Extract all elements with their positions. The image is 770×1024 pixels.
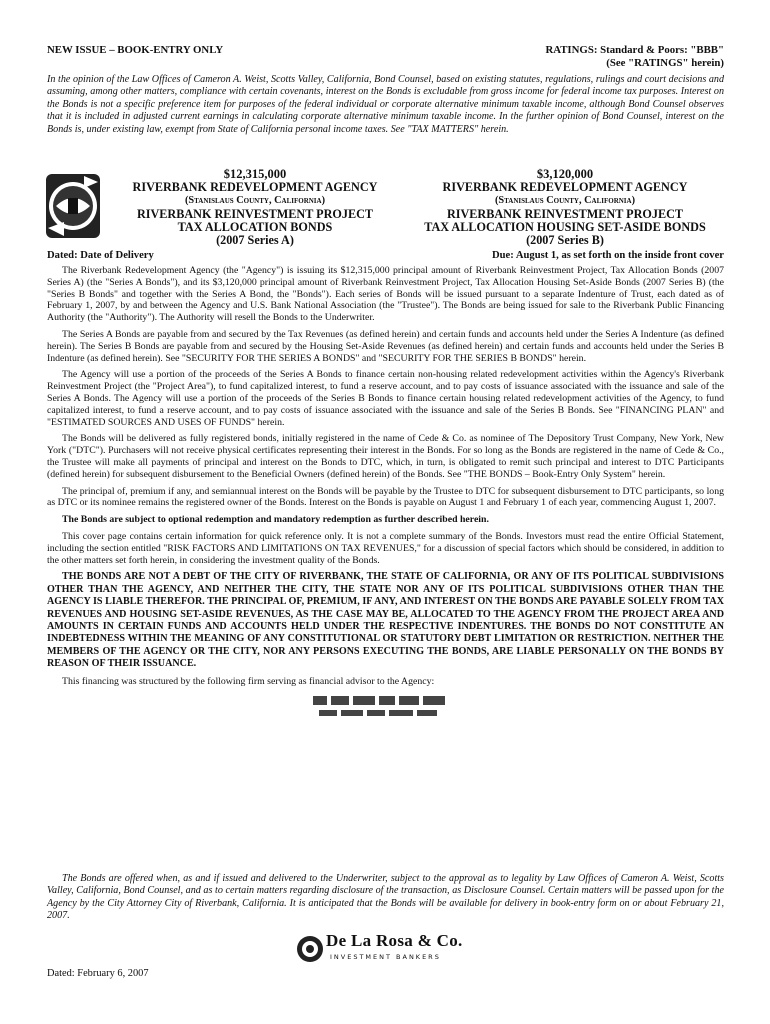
- series-a-amount: $12,315,000: [223, 167, 287, 181]
- closing-paragraph: The Bonds are offered when, as and if issued and delivered to the Underwriter, subject to the approval as to legality by Law Offices of Cameron A. Weist, Scotts Valley, California, Bond Counsel, and as to certain matters regarding disclosure of the transaction, as Disclosure Counsel. Certain matters will be passed upon for the Agency by the City Attorney City of Riverbank, California. It is anticipated that the Bonds will be available for delivery in book-entry form on or about February 21, 2007.: [47, 873, 724, 922]
- cover-notice: This cover page contains certain information for quick reference only. It is not a complete summary of the Bonds. Investors must read the entire Official Statement, including the section entitled "RISK FACTORS AND LIMITATIONS ON TAX REVENUES," for a discussion of special factors which should be considered, in addition to the other matters set forth herein, in considering the investment quality of the Bonds.: [47, 530, 724, 566]
- series-b-agency: RIVERBANK REDEVELOPMENT AGENCY: [442, 180, 688, 195]
- paragraph-security: The Series A Bonds are payable from and secured by the Tax Revenues (as defined herein) and certain funds and accounts held under the Series A Indenture (as defined herein). The Series B Bonds are payable from and secured by the Housing Set-Aside Revenues (as defined herein) and certain funds and accounts held under the Series B Indenture (as defined herein). See "SECURITY FOR THE SERIES A BONDS" and "SECURITY FOR THE SERIES B BONDS" herein.: [47, 328, 724, 364]
- series-b-series: (2007 Series B): [526, 233, 604, 248]
- issue-label: NEW ISSUE – BOOK-ENTRY ONLY: [47, 44, 224, 56]
- ratings-line1: RATINGS: Standard & Poors: "BBB": [545, 44, 724, 56]
- footer-date: Dated: February 6, 2007: [47, 968, 149, 979]
- dated-due-line: [47, 250, 724, 261]
- financial-advisor-logo: [47, 692, 724, 724]
- series-a-block: [110, 168, 400, 247]
- ratings-line2: (See "RATINGS" herein): [606, 57, 724, 69]
- dated-label: Dated: Date of Delivery: [47, 250, 154, 261]
- series-b-amount: $3,120,000: [536, 167, 594, 181]
- series-a-project: RIVERBANK REINVESTMENT PROJECT: [136, 206, 374, 221]
- series-a-county: (Stanislaus County, California): [184, 195, 326, 207]
- series-b-block: [405, 168, 725, 247]
- series-b-bonds: TAX ALLOCATION HOUSING SET-ASIDE BONDS: [424, 219, 706, 234]
- advisor-intro: This financing was structured by the following firm serving as financial advisor to the Agency:: [62, 675, 435, 687]
- series-b-county: (Stanislaus County, California): [494, 195, 636, 207]
- cover-body: [47, 265, 724, 724]
- underwriter-name: De La Rosa & Co.: [326, 931, 463, 950]
- series-b-project: RIVERBANK REINVESTMENT PROJECT: [446, 206, 684, 221]
- paragraph-use-of-proceeds: The Agency will use a portion of the proceeds of the Series A Bonds to finance certain non-housing related redevelopment activities within the Agency's Riverbank Reinvestment Project (the "Project Area"), to fund capitalized interest, to fund a reserve account, and to pay costs of issuance associated with the issuance and sale of the Series A Bonds. The Agency will use a portion of the proceeds of the Series B Bonds to finance certain housing related redevelopment activities of the Agency, to fund capitalized interest, to fund a reserve account, and to pay costs of issuance associated with the issuance and sale of the Series B Bonds. See "FINANCING PLAN" and "ESTIMATED SOURCES AND USES OF FUNDS" herein.: [47, 369, 724, 428]
- paragraph-issuance: The Riverbank Redevelopment Agency (the "Agency") is issuing its $12,315,000 principal amount of Riverbank Reinvestment Project, Tax Allocation Bonds (2007 Series A) (the "Series A Bonds"), and its $3,120,000 principal amount of Riverbank Reinvestment Project, Tax Allocation Housing Set-Aside Bonds (2007 Series B) (the "Series B Bonds" and together with the Series A Bond, the "Bonds"). Each series of Bonds will be issued pursuant to a separate Indenture of Trust, each dated as of February 1, 2007, by and between the Agency and U.S. Bank National Association (the "Trustee"). The Bonds are being issued for sale to the Riverbank Public Financing Authority (the "Authority"). The Authority will resell the Bonds to the Underwriter.: [47, 265, 724, 324]
- bond-counsel-opinion: In the opinion of the Law Offices of Cameron A. Weist, Scotts Valley, California, Bond Counsel, based on existing statutes, regulations, rulings and court decisions and assuming, among other matters, compliance with certain covenants, interest on the Bonds is excludable from gross income for federal income tax purposes. Interest on the Bonds is not a specific preference item for purposes of the federal individual or corporate alternative minimum taxable income, although Bond Counsel observes that it is included in adjusted current earnings in calculating corporate alternative minimum taxable income. In the further opinion of Bond Counsel, interest on the Bonds is, under existing law, exempt from State of California personal income taxes. See "TAX MATTERS" herein.: [47, 74, 724, 135]
- series-a-agency: RIVERBANK REDEVELOPMENT AGENCY: [132, 180, 378, 195]
- ratings: [545, 44, 724, 70]
- limited-obligation-notice: THE BONDS ARE NOT A DEBT OF THE CITY OF RIVERBANK, THE STATE OF CALIFORNIA, OR ANY OF ITS POLITICAL SUBDIVISIONS OTHER THAN THE AGENCY, AND NEITHER THE CITY, THE STATE NOR ANY OF ITS POLITICAL SUBDIVISIONS OTHER THAN THE AGENCY IS LIABLE THEREFOR. THE PRINCIPAL OF, PREMIUM, IF ANY, AND INTEREST ON THE BONDS ARE PAYABLE SOLELY FROM TAX REVENUES AND HOUSING SET-ASIDE REVENUES, AS THE CASE MAY BE, ALLOCATED TO THE AGENCY FROM THE PROJECT AREA AND AMOUNTS IN CERTAIN FUNDS AND ACCOUNTS HELD UNDER THE RESPECTIVE INDENTURES. THE BONDS DO NOT CONSTITUTE AN INDEBTEDNESS WITHIN THE MEANING OF ANY CONSTITUTIONAL OR STATUTORY DEBT LIMITATION OR RESTRICTION. NEITHER THE MEMBERS OF THE AGENCY OR THE CITY, NOR ANY PERSONS EXECUTING THE BONDS, ARE LIABLE PERSONALLY ON THE BONDS BY REASON OF THEIR ISSUANCE.: [47, 571, 724, 670]
- city-seal-icon: [44, 172, 102, 240]
- series-a-bonds: TAX ALLOCATION BONDS: [177, 219, 333, 234]
- series-a-series: (2007 Series A): [216, 233, 294, 248]
- due-label: Due: August 1, as set forth on the inside front cover: [492, 250, 724, 261]
- financial-advisor-logo-icon: [311, 692, 461, 724]
- redemption-notice: The Bonds are subject to optional redemption and mandatory redemption as further described herein.: [62, 514, 489, 526]
- paragraph-payment: The principal of, premium if any, and semiannual interest on the Bonds will be payable by the Trustee to DTC for subsequent disbursement to DTC participants, so long as DTC or its nominee remains the registered owner of the Bonds. Interest on the Bonds is payable on August 1 and February 1 of each year, commencing August 1, 2007.: [47, 485, 724, 509]
- underwriter-tagline: INVESTMENT BANKERS: [330, 953, 441, 961]
- paragraph-book-entry: The Bonds will be delivered as fully registered bonds, initially registered in the name of Cede & Co. as nominee of The Depository Trust Company, New York, New York ("DTC"). Purchasers will not receive physical certificates representing their interest in the Bonds. For so long as the Bonds are registered in the name of Cede & Co., the Trustee will make all payments of principal and interest on the Bonds to DTC, which, in turn, is obligated to remit such principal and interest to DTC Participants (defined herein) for subsequent disbursement to the Beneficial Owners (defined herein) of the Bonds. See "THE BONDS – Book-Entry Only System" herein.: [47, 433, 724, 480]
